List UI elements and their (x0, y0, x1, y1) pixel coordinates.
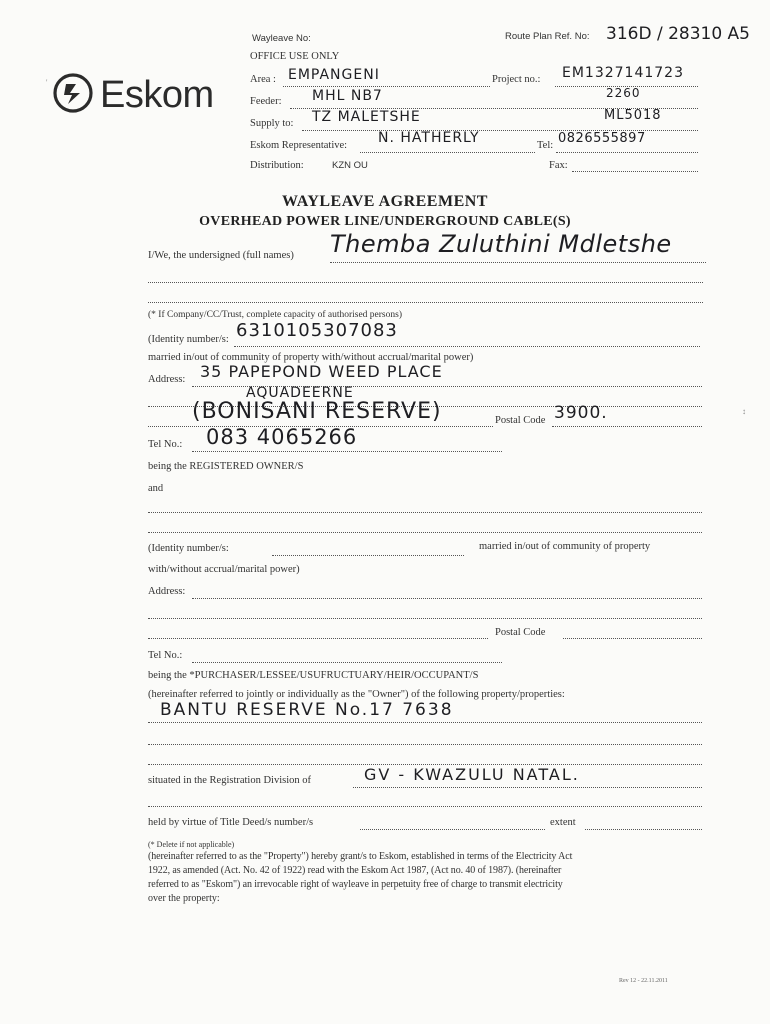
feeder-value: MHL NB7 (312, 88, 383, 104)
owner2-postal-line (563, 638, 702, 639)
situated-value: GV - KWAZULU NATAL. (364, 765, 580, 784)
full-names-value: Themba Zuluthini Mdletshe (330, 230, 672, 258)
grant-paragraph-3: referred to as "Eskom") an irrevocable right of wayleave in perpetuity free of charge to transmit electricity (148, 879, 563, 890)
id-value: 6310105307083 (236, 320, 398, 341)
situated-line (353, 787, 702, 788)
owner2-names-line-2 (148, 532, 702, 533)
hereinafter-owner: (hereinafter referred to jointly or individually as the "Owner") of the following property/properties: (148, 689, 565, 700)
feeder-label: Feeder: (250, 96, 282, 107)
title-deed-label: held by virtue of Title Deed/s number/s (148, 817, 314, 828)
route-plan-value: 316D / 28310 A5 (606, 24, 751, 44)
office-use-label: OFFICE USE ONLY (250, 51, 340, 62)
situated-label: situated in the Registration Division of (148, 775, 312, 786)
rep-value: N. HATHERLY (378, 130, 480, 146)
supply-label: Supply to: (250, 118, 294, 129)
property-value: BANTU RESERVE No.17 7638 (160, 700, 454, 720)
scan-speck: ↕ (742, 407, 746, 416)
address-label: Address: (148, 374, 186, 385)
owner2-address-label: Address: (148, 586, 186, 597)
owner2-names-line-1 (148, 512, 702, 513)
owner2-address-line-1 (192, 598, 702, 599)
company-note: (* If Company/CC/Trust, complete capacity of authorised persons) (148, 310, 402, 320)
owner2-id-label: (Identity number/s: (148, 543, 229, 554)
property-line-1 (148, 722, 702, 723)
tel-no-line (192, 451, 502, 452)
document-title: WAYLEAVE AGREEMENT (282, 193, 488, 210)
owner2-address-line-2 (148, 618, 702, 619)
id-label: (Identity number/s: (148, 334, 229, 345)
extent-label: extent (550, 817, 576, 828)
area-line (283, 86, 490, 87)
owner2-tel-label: Tel No.: (148, 650, 183, 661)
area-label: Area : (250, 74, 276, 85)
owner2-married-2: with/without accrual/marital power) (148, 564, 300, 575)
project-value: EM1327141723 (562, 65, 684, 81)
supply-value: TZ MALETSHE (312, 109, 421, 125)
eskom-logo-icon (52, 72, 94, 119)
distribution-value: KZN OU (332, 160, 368, 171)
postal-code-value: 3900. (554, 403, 608, 423)
and-label: and (148, 483, 164, 494)
rep-line (360, 152, 535, 153)
grant-paragraph-2: 1922, as amended (Act. No. 42 of 1922) read with the Eskom Act 1987, (Act no. 40 of 1987). (hereinafter (148, 865, 562, 876)
fax-label: Fax: (549, 160, 568, 171)
owner2-postal-label: Postal Code (495, 627, 546, 638)
delete-note: (* Delete if not applicable) (148, 840, 235, 849)
route-plan-label: Route Plan Ref. No: (505, 31, 590, 42)
title-deed-line (360, 829, 545, 830)
scan-speck: ' (46, 78, 48, 87)
full-names-line (330, 262, 706, 263)
owner2-tel-line (192, 662, 502, 663)
tel-no-value: 083 4065266 (206, 425, 358, 449)
tel-line (556, 152, 698, 153)
purchaser-label: being the *PURCHASER/LESSEE/USUFRUCTUARY/HEIR/OCCUPANT/S (148, 670, 479, 681)
rep-label: Eskom Representative: (250, 140, 348, 151)
fax-line (572, 171, 698, 172)
wayleave-no-label: Wayleave No: (252, 33, 311, 44)
grant-paragraph-1: (hereinafter referred to as the "Property") hereby grant/s to Eskom, established in terms of the Electricity Act (148, 851, 573, 862)
registered-owner-label: being the REGISTERED OWNER/S (148, 461, 304, 472)
project-label: Project no.: (492, 74, 541, 85)
owner2-address-line-3 (148, 638, 488, 639)
tel-label: Tel: (537, 140, 554, 151)
names-line-2 (148, 282, 703, 283)
tel-value: 0826555897 (558, 131, 646, 146)
names-line-3 (148, 302, 703, 303)
postal-code-line (552, 426, 702, 427)
address-value-3: (BONISANI RESERVE) (192, 399, 442, 424)
area-value: EMPANGENI (288, 67, 380, 83)
supply-ref: ML5018 (604, 108, 662, 123)
owner2-id-line (272, 555, 464, 556)
project-value-2: 2260 (606, 86, 641, 100)
eskom-logo (52, 72, 214, 119)
property-line-2 (148, 744, 702, 745)
document-subtitle: OVERHEAD POWER LINE/UNDERGROUND CABLE(S) (199, 214, 571, 229)
owner2-married-1: married in/out of community of property (479, 541, 651, 552)
extent-line (585, 829, 702, 830)
address-value-1: 35 PAPEPOND WEED PLACE (200, 362, 443, 381)
tel-no-label: Tel No.: (148, 439, 183, 450)
situated-line-2 (148, 806, 702, 807)
id-line (234, 346, 700, 347)
revision-label: Rev 12 - 22.11.2011 (619, 978, 668, 984)
eskom-logo-text: Eskom (100, 74, 214, 116)
postal-code-label: Postal Code (495, 415, 546, 426)
distribution-label: Distribution: (250, 160, 304, 171)
full-names-label: I/We, the undersigned (full names) (148, 250, 294, 261)
married-note: married in/out of community of property with/without accrual/marital power) (148, 352, 474, 363)
address-value-2: AQUADEERNE (246, 385, 354, 401)
grant-paragraph-4: over the property: (148, 893, 220, 904)
